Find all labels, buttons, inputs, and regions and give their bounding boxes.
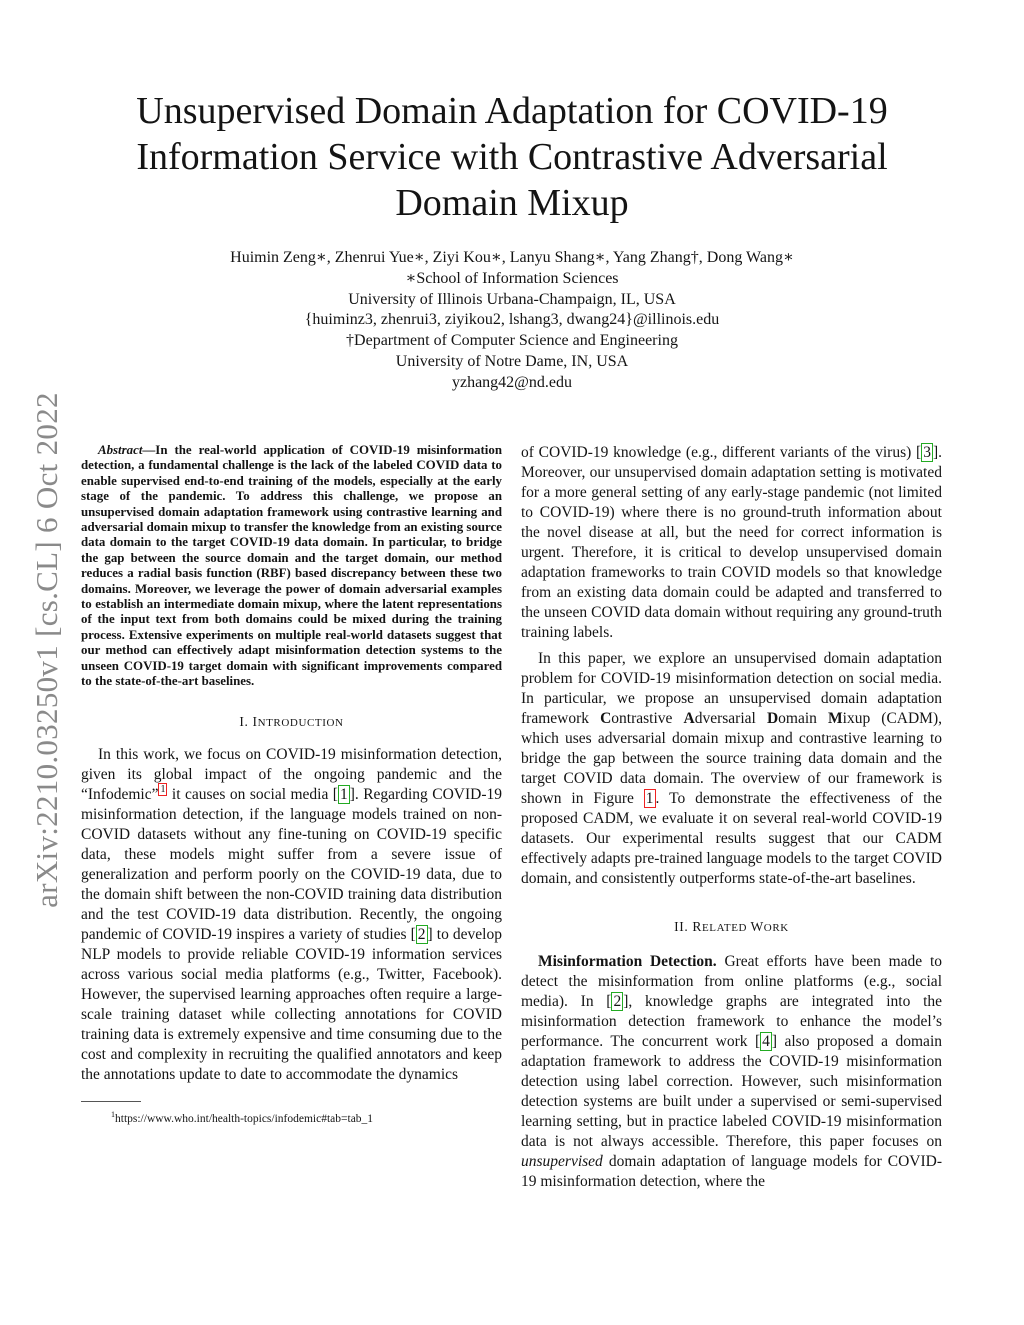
section-title-initial: R <box>692 919 702 934</box>
text-run: . To demonstrate the effectiveness of the proposed CADM, we evaluate it on several real-world COVID-19 datasets. Our experimental results suggest that our CADM effectively adapts pre-trained language models to the target COVID domain, and consistently outperforms state-of-the-art baselines. <box>521 790 943 887</box>
footnote-mark: 1 <box>111 1109 115 1119</box>
acronym-letter: M <box>828 710 843 727</box>
title-line-2: Information Service with Contrastive Adversarial <box>136 136 888 178</box>
text-run: Great efforts have been made to detect the misinformation from online platforms (e.g., social media). In [ <box>521 953 942 1010</box>
acronym-letter: D <box>766 710 779 727</box>
text-run: dversarial <box>694 710 767 727</box>
text-run: it causes on social media [ <box>167 785 338 803</box>
text-run: ontrastive <box>611 710 684 727</box>
section-number: I. <box>239 713 249 729</box>
affiliation-email-2: yzhang42@nd.edu <box>451 373 573 391</box>
section-title-initial: W <box>750 919 764 934</box>
related-work-paragraph <box>521 952 942 1192</box>
citation-link[interactable]: 3 <box>923 444 931 461</box>
footnote <box>81 1108 502 1126</box>
text-run: ]. Regarding COVID-19 misinformation detection, if the language models trained on non-COVID datasets without any fine-tuning on COVID-19 specific data, these models might suffer from a severe issue of generalization and perform poorly on the COVID-19 data, due to the domain shift between the non-COVID training data distribution and the test COVID-19 data distribution. Recently, the ongoing pandemic of COVID-19 inspires a variety of studies [ <box>81 785 502 943</box>
title-line-3: Domain Mixup <box>395 182 629 224</box>
text-run: ] also proposed a domain adaptation framework to address the COVID-19 misinformation detection using label correction. However, such misinformation detection systems are built under a supervised or semi-supervised learning setting, but in practice labeled COVID-19 misinformation data is not always accessible. Therefore, this paper focuses on <box>521 1033 942 1150</box>
footnote-link[interactable]: 1 <box>160 784 166 796</box>
title-line-1: Unsupervised Domain Adaptation for COVID-19 <box>136 90 888 132</box>
text-run: In this work, we focus on COVID-19 misinformation detection, given its global impact of the ongoing pandemic and the “Infodemic” <box>81 745 502 803</box>
section-heading-related-work <box>521 917 942 938</box>
paper-title <box>80 88 944 226</box>
author-block <box>80 248 944 394</box>
intro-paragraph-continued <box>521 443 942 643</box>
affiliation-department: †Department of Computer Science and Engineering <box>346 332 678 350</box>
abstract-label: Abstract <box>98 443 143 457</box>
emphasis: unsupervised <box>521 1153 603 1170</box>
text-run: ], knowledge graphs are integrated into the misinformation detection framework to enhance the model’s performance. The concurrent work [ <box>521 993 943 1050</box>
intro-paragraph <box>81 745 502 1085</box>
text-run: ]. Moreover, our unsupervised domain adaptation setting is motivated for a more general setting of any early-stage pandemic (not limited to COVID-19) where there is no ground-truth information about the novel disease at all, but the need for correct information is urgent. Therefore, it is critical to develop unsupervised domain adaptation frameworks to train COVID models so that knowledge from an existing data domain could be adapted and transferred to the unseen COVID data domain without requiring any ground-truth training labels. <box>521 444 942 641</box>
affiliation-university-2: University of Notre Dame, IN, USA <box>395 352 629 370</box>
text-run: In this paper, we explore an unsupervised domain adaptation problem for COVID-19 misinformation detection on social media. In particular, we propose an unsupervised domain adaptation framework <box>521 650 942 727</box>
abstract-text: —In the real-world application of COVID-19 misinformation detection, a fundamental challenge is the lack of the labeled COVID data to enable supervised end-to-end training of the models, especially at the early stage of the pandemic. To address this challenge, we propose an unsupervised domain adaptation framework using contrastive learning and adversarial domain mixup to transfer the knowledge from an existing source data domain to the target COVID-19 data domain. In particular, to bridge the gap between the source domain and the target domain, our method reduces a radial basis function (RBF) based discrepancy between these two domains. Moreover, we leverage the power of domain adversarial examples to establish an intermediate domain mixup, where the latent representations of the input text from both domains could be mixed during the training process. Extensive experiments on multiple real-world datasets suggest that our method can effectively adapt misinformation detection systems to the unseen COVID-19 target domain with significant improvements compared to the state-of-the-art baselines. <box>81 443 502 689</box>
acronym-letter: A <box>683 710 695 727</box>
citation-link[interactable]: 2 <box>417 925 426 943</box>
footnote-rule <box>81 1101 141 1102</box>
citation-link[interactable]: 1 <box>339 785 348 803</box>
intro-paragraph-2 <box>521 649 942 889</box>
citation-link[interactable]: 2 <box>613 993 622 1010</box>
right-column <box>521 443 942 1192</box>
text-run: ] to develop NLP models to provide reliable COVID-19 information services across various social media platforms (e.g., Twitter, Facebook). However, the supervised learning approaches often require a large-scale training dataset while collecting annotations for COVID training data is extremely expensive and time consuming due to the cost and complexity in recruiting the qualified annotators and keep the annotations update to date to accommodate the dynamics <box>81 925 502 1083</box>
section-heading-introduction <box>81 712 502 733</box>
section-title-initial: I <box>252 713 258 729</box>
left-column <box>81 443 502 1125</box>
section-title-rest: ORK <box>763 922 789 934</box>
text-run: of COVID-19 knowledge (e.g., different variants of the virus) [ <box>521 444 922 461</box>
author-names: Huimin Zeng∗, Zhenrui Yue∗, Ziyi Kou∗, Lanyu Shang∗, Yang Zhang†, Dong Wang∗ <box>230 249 794 266</box>
section-title-rest: NTRODUCTION <box>257 716 344 729</box>
text-run: domain adaptation of language models for COVID-19 misinformation detection, where the <box>521 1153 942 1190</box>
acronym-letter: C <box>600 710 612 727</box>
footnote-url[interactable]: https://www.who.int/health-topics/infodemic#tab=tab_1 <box>115 1112 374 1125</box>
section-title-rest: ELATED <box>701 922 751 934</box>
affiliation-school: ∗School of Information Sciences <box>405 269 619 287</box>
affiliation-university-1: University of Illinois Urbana-Champaign, IL, USA <box>348 290 676 308</box>
text-run: ixup <box>842 710 871 727</box>
text-run: omain <box>778 710 828 727</box>
citation-link[interactable]: 4 <box>762 1033 770 1050</box>
text-run: (CADM), which uses adversarial domain mixup and contrastive learning to bridge the gap between the source training data domain and the target COVID data domain. The overview of our framework is shown in Figure <box>521 710 943 807</box>
section-number: II. <box>674 919 689 934</box>
affiliation-email-1: {huiminz3, zhenrui3, ziyikou2, lshang3, dwang24}@illinois.edu <box>304 311 720 329</box>
arxiv-stamp: arXiv:2210.03250v1 [cs.CL] 6 Oct 2022 <box>29 392 64 908</box>
abstract <box>81 443 502 690</box>
paragraph-heading: Misinformation Detection. <box>538 953 717 970</box>
figure-link[interactable]: 1 <box>645 790 654 807</box>
